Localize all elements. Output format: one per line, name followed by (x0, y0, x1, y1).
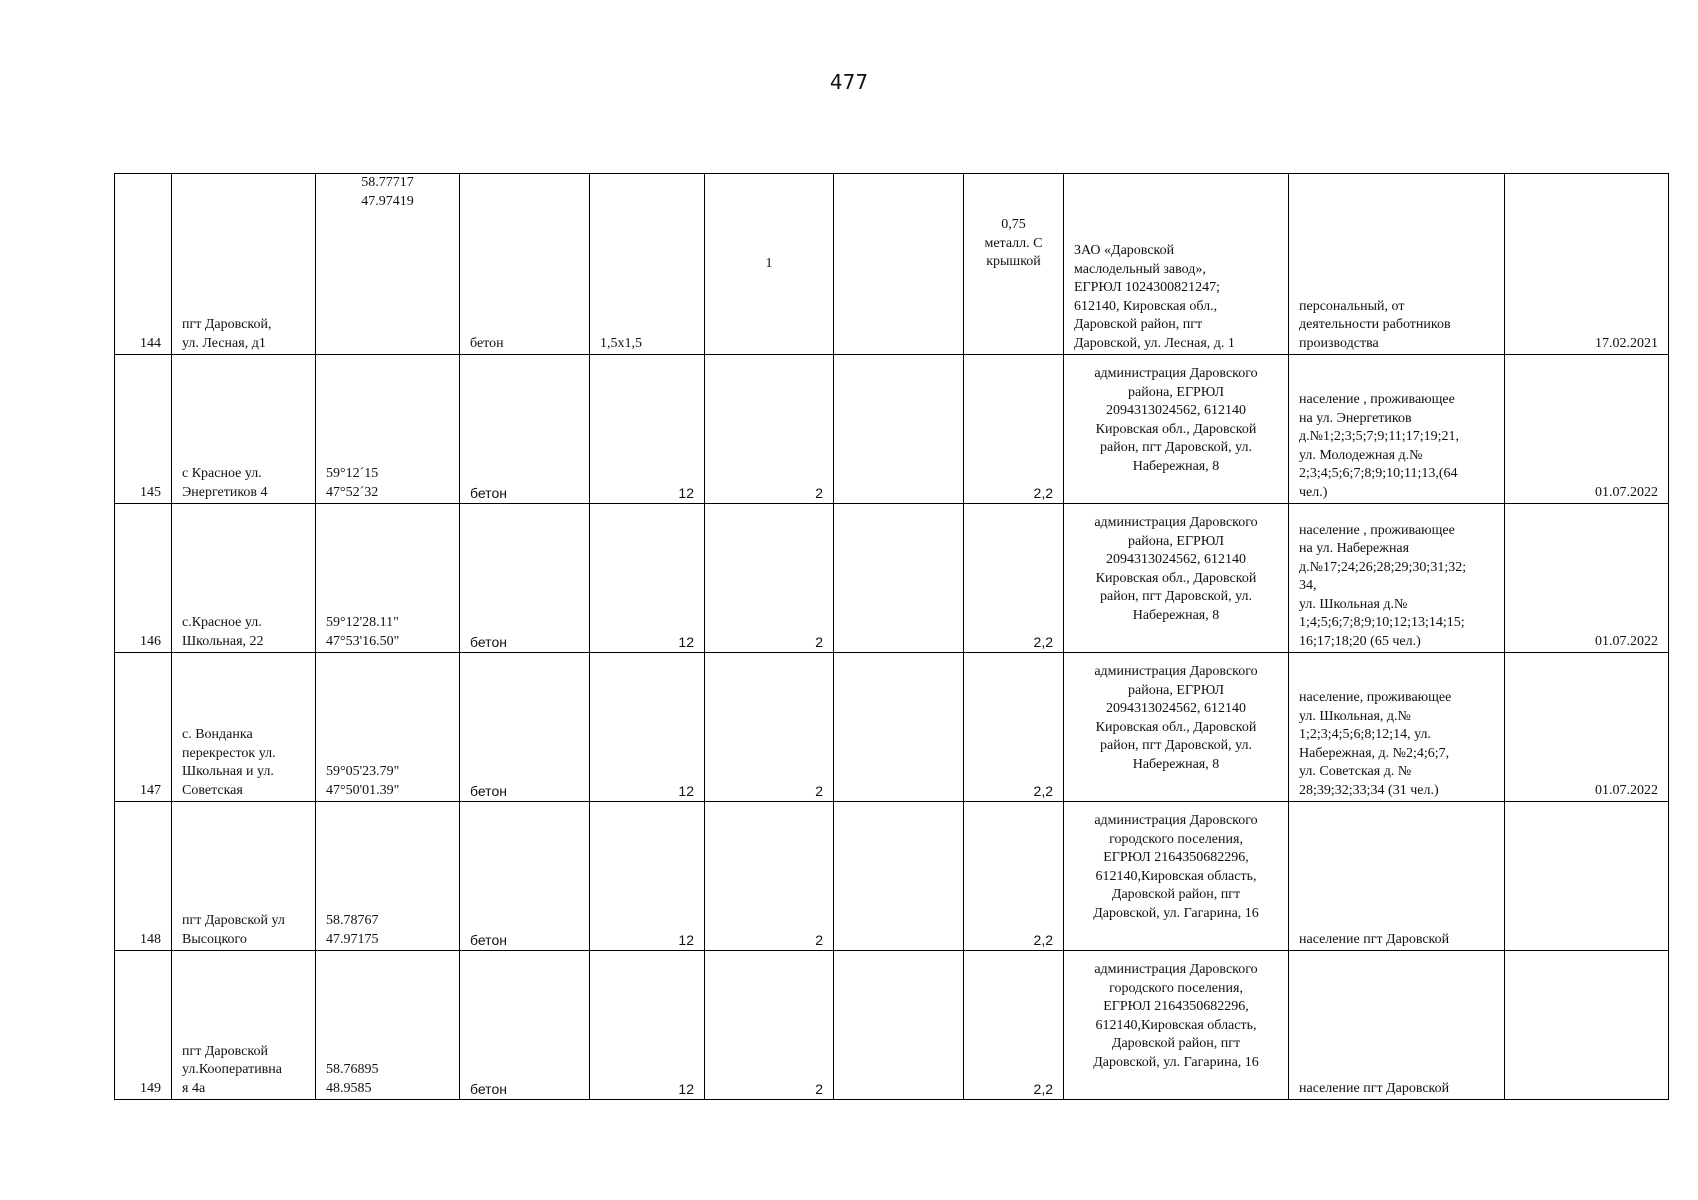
material-cell: бетон (460, 174, 590, 355)
volume-cell: 2,2 (964, 355, 1064, 504)
waste-source-cell: население, проживающее ул. Школьная, д.№ 1;2;3;4;5;6;8;12;14, ул. Набережная, д. №2;4;6;7, ул. Советская д. № 28;39;32;33;34 (31 чел.) (1289, 653, 1505, 802)
area-cell: 12 (590, 951, 705, 1100)
coordinates-cell: 58.77717 47.97419 (316, 174, 460, 355)
row-number: 147 (115, 653, 172, 802)
registry-table (114, 173, 1669, 1100)
waste-source-cell: население , проживающее на ул. Набережная д.№17;24;26;28;29;30;31;32; 34, ул. Школьная д.№ 1;4;5;6;7;8;9;10;12;13;14;15; 16;17;18;20 (65 чел.) (1289, 504, 1505, 653)
volume-cell: 2,2 (964, 802, 1064, 951)
material-cell: бетон (460, 504, 590, 653)
waste-source-cell: население пгт Даровской (1289, 951, 1505, 1100)
material-cell: бетон (460, 951, 590, 1100)
coordinates-cell: 59°12´15 47°52´32 (316, 355, 460, 504)
table-row (115, 174, 1669, 355)
area-cell: 12 (590, 653, 705, 802)
area-cell: 1,5x1,5 (590, 174, 705, 355)
coordinates-cell: 58.76895 48.9585 (316, 951, 460, 1100)
material-cell: бетон (460, 802, 590, 951)
volume-cell: 0,75 металл. С крышкой (964, 174, 1064, 355)
planned-count-cell (834, 951, 964, 1100)
material-cell: бетон (460, 653, 590, 802)
date-cell (1505, 802, 1669, 951)
planned-count-cell (834, 174, 964, 355)
owner-cell: ЗАО «Даровской маслодельный завод», ЕГРЮЛ 1024300821247; 612140, Кировская обл., Даровской район, пгт Даровской, ул. Лесная, д. 1 (1064, 174, 1289, 355)
row-number: 148 (115, 802, 172, 951)
owner-cell: администрация Даровского района, ЕГРЮЛ 2094313024562, 612140 Кировская обл., Даровской район, пгт Даровской, ул. Набережная, 8 (1064, 355, 1289, 504)
address-cell: с.Красное ул. Школьная, 22 (172, 504, 316, 653)
area-cell: 12 (590, 802, 705, 951)
area-cell: 12 (590, 355, 705, 504)
container-count-cell: 2 (705, 802, 834, 951)
row-number: 149 (115, 951, 172, 1100)
table-row (115, 653, 1669, 802)
row-number: 146 (115, 504, 172, 653)
date-cell (1505, 951, 1669, 1100)
row-number: 144 (115, 174, 172, 355)
container-count-cell: 2 (705, 951, 834, 1100)
table-row (115, 504, 1669, 653)
container-count-cell: 1 (705, 174, 834, 355)
date-cell: 01.07.2022 (1505, 504, 1669, 653)
area-cell: 12 (590, 504, 705, 653)
owner-cell: администрация Даровского района, ЕГРЮЛ 2094313024562, 612140 Кировская обл., Даровской район, пгт Даровской, ул. Набережная, 8 (1064, 653, 1289, 802)
owner-cell: администрация Даровского городского поселения, ЕГРЮЛ 2164350682296, 612140,Кировская область, Даровской район, пгт Даровской, ул. Гагарина, 16 (1064, 951, 1289, 1100)
address-cell: с Красное ул. Энергетиков 4 (172, 355, 316, 504)
address-cell: пгт Даровской ул Высоцкого (172, 802, 316, 951)
planned-count-cell (834, 504, 964, 653)
container-count-cell: 2 (705, 504, 834, 653)
container-count-cell: 2 (705, 355, 834, 504)
material-cell: бетон (460, 355, 590, 504)
coordinates-cell: 59°05'23.79" 47°50'01.39" (316, 653, 460, 802)
volume-cell: 2,2 (964, 504, 1064, 653)
planned-count-cell (834, 653, 964, 802)
waste-source-cell: население , проживающее на ул. Энергетиков д.№1;2;3;5;7;9;11;17;19;21, ул. Молодежная д.№ 2;3;4;5;6;7;8;9;10;11;13,(64 чел.) (1289, 355, 1505, 504)
row-number: 145 (115, 355, 172, 504)
planned-count-cell (834, 802, 964, 951)
table-row (115, 802, 1669, 951)
date-cell: 01.07.2022 (1505, 355, 1669, 504)
volume-cell: 2,2 (964, 951, 1064, 1100)
waste-source-cell: персональный, от деятельности работников производства (1289, 174, 1505, 355)
volume-cell: 2,2 (964, 653, 1064, 802)
table-row (115, 355, 1669, 504)
date-cell: 01.07.2022 (1505, 653, 1669, 802)
owner-cell: администрация Даровского городского поселения, ЕГРЮЛ 2164350682296, 612140,Кировская область, Даровской район, пгт Даровской, ул. Гагарина, 16 (1064, 802, 1289, 951)
address-cell: пгт Даровской, ул. Лесная, д1 (172, 174, 316, 355)
waste-source-cell: население пгт Даровской (1289, 802, 1505, 951)
container-count-cell: 2 (705, 653, 834, 802)
planned-count-cell (834, 355, 964, 504)
address-cell: с. Вонданка перекресток ул. Школьная и ул. Советская (172, 653, 316, 802)
owner-cell: администрация Даровского района, ЕГРЮЛ 2094313024562, 612140 Кировская обл., Даровской район, пгт Даровской, ул. Набережная, 8 (1064, 504, 1289, 653)
page-number: 477 (829, 70, 869, 94)
address-cell: пгт Даровской ул.Кооперативна я 4а (172, 951, 316, 1100)
coordinates-cell: 58.78767 47.97175 (316, 802, 460, 951)
date-cell: 17.02.2021 (1505, 174, 1669, 355)
table-row (115, 951, 1669, 1100)
coordinates-cell: 59°12'28.11" 47°53'16.50" (316, 504, 460, 653)
